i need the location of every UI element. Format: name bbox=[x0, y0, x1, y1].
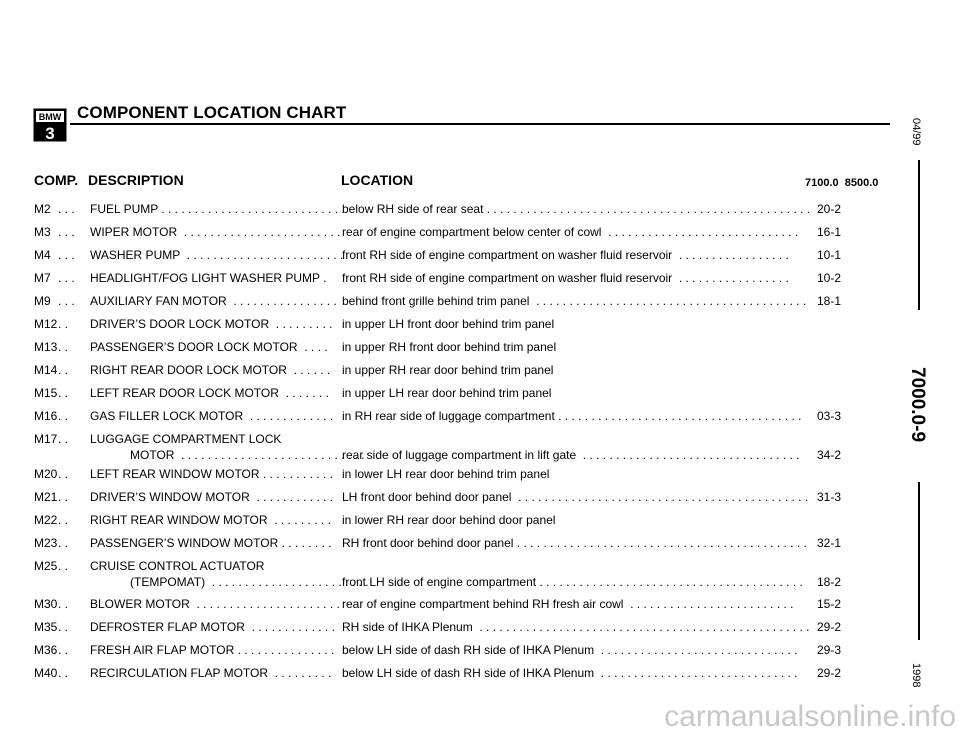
component-code: M3 bbox=[34, 225, 51, 239]
component-description: RIGHT REAR DOOR LOCK MOTOR . . . . . . bbox=[90, 363, 331, 377]
component-description: (TEMPOMAT) . . . . . . . . . . . . . . . . . . . . . . . . bbox=[90, 575, 369, 589]
component-description: WIPER MOTOR . . . . . . . . . . . . . . . . . . . . . . . . bbox=[90, 225, 341, 239]
component-code: M4 bbox=[34, 248, 51, 262]
component-description: WASHER PUMP . . . . . . . . . . . . . . . . . . . . . . . . bbox=[90, 248, 344, 262]
component-description: PASSENGER’S WINDOW MOTOR . . . . . . . . bbox=[90, 536, 332, 550]
component-code: M35 bbox=[34, 620, 58, 634]
side-date: 04/99 bbox=[910, 118, 922, 146]
component-location: rear of engine compartment below center of cowl . . . . . . . . . . . . . . . . . . . . . . . . . . . . . bbox=[342, 225, 799, 239]
leader-dots: . . bbox=[58, 317, 69, 331]
page-reference: 10-1 bbox=[817, 248, 842, 262]
component-description: RECIRCULATION FLAP MOTOR . . . . . . . . . bbox=[90, 666, 332, 680]
col-header-description: DESCRIPTION bbox=[88, 172, 184, 188]
component-code: M2 bbox=[34, 202, 51, 216]
component-location: in lower LH rear door behind trim panel bbox=[342, 467, 550, 481]
leader-dots: . . bbox=[58, 386, 69, 400]
page-reference: 15-2 bbox=[817, 597, 842, 611]
component-location: RH side of IHKA Plenum . . . . . . . . . . . . . . . . . . . . . . . . . . . . . . . . . . . . . . . . . . . . . . . . . . bbox=[342, 620, 810, 634]
table-row bbox=[0, 202, 900, 218]
page-reference: 10-2 bbox=[817, 271, 842, 285]
component-location: in lower RH rear door behind door panel bbox=[342, 513, 556, 527]
leader-dots: . . . bbox=[58, 248, 75, 262]
component-code: M12 bbox=[34, 317, 58, 331]
component-description: GAS FILLER LOCK MOTOR . . . . . . . . . . . . . bbox=[90, 409, 334, 423]
side-rule-bottom bbox=[918, 482, 920, 640]
side-page-number: 7000.0-9 bbox=[907, 367, 928, 443]
component-code: M17 bbox=[34, 432, 58, 446]
component-description: CRUISE CONTROL ACTUATOR bbox=[90, 559, 265, 573]
component-code: M14 bbox=[34, 363, 58, 377]
page-reference: 29-2 bbox=[817, 666, 842, 680]
page-reference: 29-2 bbox=[817, 620, 842, 634]
table-row bbox=[0, 363, 900, 379]
component-location: in upper RH rear door behind trim panel bbox=[342, 363, 554, 377]
watermark: carmanualsonline.info bbox=[664, 700, 956, 733]
page-reference: 31-3 bbox=[817, 490, 842, 504]
table-row bbox=[0, 386, 900, 402]
table-row bbox=[0, 248, 900, 264]
page-reference: 29-3 bbox=[817, 643, 842, 657]
leader-dots: . . bbox=[58, 432, 69, 446]
page-reference: 03-3 bbox=[817, 409, 842, 423]
table-row bbox=[0, 575, 900, 591]
component-location: LH front door behind door panel . . . . . . . . . . . . . . . . . . . . . . . . . . . . . . . . . . . . . . . . . . . . bbox=[342, 490, 809, 504]
component-location: rear of engine compartment behind RH fresh air cowl . . . . . . . . . . . . . . . . . . . . . . . . . bbox=[342, 597, 794, 611]
component-location: in RH rear side of luggage compartment . . . . . . . . . . . . . . . . . . . . . . . . . . . . . . . . . . . . . bbox=[342, 409, 802, 423]
table-row bbox=[0, 294, 900, 310]
table-row bbox=[0, 559, 900, 575]
page-reference: 32-1 bbox=[817, 536, 842, 550]
component-code: M22 bbox=[34, 513, 58, 527]
col-header-location: LOCATION bbox=[341, 172, 414, 188]
col-header-codes: 7100.0 8500.0 bbox=[805, 177, 879, 189]
table-row bbox=[0, 317, 900, 333]
table-row bbox=[0, 409, 900, 425]
component-location: below LH side of dash RH side of IHKA Plenum . . . . . . . . . . . . . . . . . . . . . . . . . . . . . . bbox=[342, 666, 798, 680]
component-description: RIGHT REAR WINDOW MOTOR . . . . . . . . . bbox=[90, 513, 331, 527]
page-reference: 18-2 bbox=[817, 575, 842, 589]
table-row bbox=[0, 340, 900, 356]
component-location: in upper RH front door behind trim panel bbox=[342, 340, 557, 354]
leader-dots: . . . bbox=[58, 202, 75, 216]
bmw-3-logo bbox=[33, 108, 67, 142]
component-location: rear side of luggage compartment in lift gate . . . . . . . . . . . . . . . . . . . . . . . . . . . . . . . . . bbox=[342, 448, 800, 462]
component-description: DRIVER’S WINDOW MOTOR . . . . . . . . . . . . bbox=[90, 490, 334, 504]
component-description: AUXILIARY FAN MOTOR . . . . . . . . . . . . . . . . bbox=[90, 294, 337, 308]
leader-dots: . . bbox=[58, 620, 69, 634]
table-row bbox=[0, 513, 900, 529]
component-description: FRESH AIR FLAP MOTOR . . . . . . . . . . . . . . . bbox=[90, 643, 335, 657]
leader-dots: . . . bbox=[58, 271, 75, 285]
page-reference: 18-1 bbox=[817, 294, 842, 308]
component-description: BLOWER MOTOR . . . . . . . . . . . . . . . . . . . . . . bbox=[90, 597, 340, 611]
page-reference: 16-1 bbox=[817, 225, 842, 239]
component-description: PASSENGER’S DOOR LOCK MOTOR . . . . bbox=[90, 340, 328, 354]
leader-dots: . . bbox=[58, 490, 69, 504]
component-code: M30 bbox=[34, 597, 58, 611]
leader-dots: . . bbox=[58, 666, 69, 680]
component-location: front RH side of engine compartment on washer fluid reservoir . . . . . . . . . . . . . . . . . bbox=[342, 248, 789, 262]
component-code: M13 bbox=[34, 340, 58, 354]
table-row bbox=[0, 666, 900, 682]
component-location: front LH side of engine compartment . . . . . . . . . . . . . . . . . . . . . . . . . . . . . . . . . . . . . . . . bbox=[342, 575, 803, 589]
table-row bbox=[0, 271, 900, 287]
page-reference: 34-2 bbox=[817, 448, 842, 462]
component-location: RH front door behind door panel . . . . . . . . . . . . . . . . . . . . . . . . . . . . . . . . . . . . . . . . . . . . bbox=[342, 536, 807, 550]
component-location: in upper LH rear door behind trim panel bbox=[342, 386, 552, 400]
component-description: DEFROSTER FLAP MOTOR . . . . . . . . . . . . . bbox=[90, 620, 335, 634]
leader-dots: . . bbox=[58, 643, 69, 657]
leader-dots: . . . bbox=[58, 225, 75, 239]
table-row bbox=[0, 620, 900, 636]
component-location: behind front grille behind trim panel . . . . . . . . . . . . . . . . . . . . . . . . . . . . . . . . . . . . . . . . . bbox=[342, 294, 807, 308]
leader-dots: . . bbox=[58, 409, 69, 423]
component-code: M9 bbox=[34, 294, 51, 308]
leader-dots: . . bbox=[58, 467, 69, 481]
component-code: M15 bbox=[34, 386, 58, 400]
component-code: M25 bbox=[34, 559, 58, 573]
table-row bbox=[0, 490, 900, 506]
col-header-comp: COMP. bbox=[34, 172, 79, 188]
leader-dots: . . . bbox=[58, 294, 75, 308]
component-code: M23 bbox=[34, 536, 58, 550]
leader-dots: . . bbox=[58, 513, 69, 527]
leader-dots: . . bbox=[58, 536, 69, 550]
component-location: front RH side of engine compartment on washer fluid reservoir . . . . . . . . . . . . . . . . . bbox=[342, 271, 789, 285]
svg-text:3: 3 bbox=[45, 124, 55, 142]
table-row bbox=[0, 225, 900, 241]
component-description: LEFT REAR DOOR LOCK MOTOR . . . . . . . bbox=[90, 386, 329, 400]
page-title: COMPONENT LOCATION CHART bbox=[77, 103, 347, 122]
component-code: M16 bbox=[34, 409, 58, 423]
page-reference: 20-2 bbox=[817, 202, 842, 216]
side-year: 1998 bbox=[910, 663, 922, 688]
component-code: M36 bbox=[34, 643, 58, 657]
leader-dots: . . bbox=[58, 363, 69, 377]
component-description: LEFT REAR WINDOW MOTOR . . . . . . . . . . . bbox=[90, 467, 333, 481]
table-row bbox=[0, 643, 900, 659]
component-description: DRIVER’S DOOR LOCK MOTOR . . . . . . . . . bbox=[90, 317, 333, 331]
component-location: in upper LH front door behind trim panel bbox=[342, 317, 555, 331]
table-row bbox=[0, 597, 900, 613]
component-code: M40 bbox=[34, 666, 58, 680]
component-code: M7 bbox=[34, 271, 51, 285]
component-location: below LH side of dash RH side of IHKA Plenum . . . . . . . . . . . . . . . . . . . . . . . . . . . . . . bbox=[342, 643, 798, 657]
table-row bbox=[0, 536, 900, 552]
component-description: MOTOR . . . . . . . . . . . . . . . . . . . . . . . . . . . . bbox=[90, 448, 365, 462]
table-row bbox=[0, 448, 900, 464]
leader-dots: . . bbox=[58, 340, 69, 354]
table-row bbox=[0, 432, 900, 448]
component-code: M21 bbox=[34, 490, 58, 504]
svg-text:BMW: BMW bbox=[38, 112, 62, 122]
table-row bbox=[0, 467, 900, 483]
component-location: below RH side of rear seat . . . . . . . . . . . . . . . . . . . . . . . . . . . . . . . . . . . . . . . . . . . . . . . . . bbox=[342, 202, 811, 216]
title-rule bbox=[70, 123, 890, 125]
component-code: M20 bbox=[34, 467, 58, 481]
component-description: FUEL PUMP . . . . . . . . . . . . . . . . . . . . . . . . . . . . bbox=[90, 202, 345, 216]
side-rule-top bbox=[918, 160, 920, 310]
leader-dots: . . bbox=[58, 559, 69, 573]
leader-dots: . . bbox=[58, 597, 69, 611]
component-description: HEADLIGHT/FOG LIGHT WASHER PUMP . bbox=[90, 271, 327, 285]
component-description: LUGGAGE COMPARTMENT LOCK bbox=[90, 432, 282, 446]
